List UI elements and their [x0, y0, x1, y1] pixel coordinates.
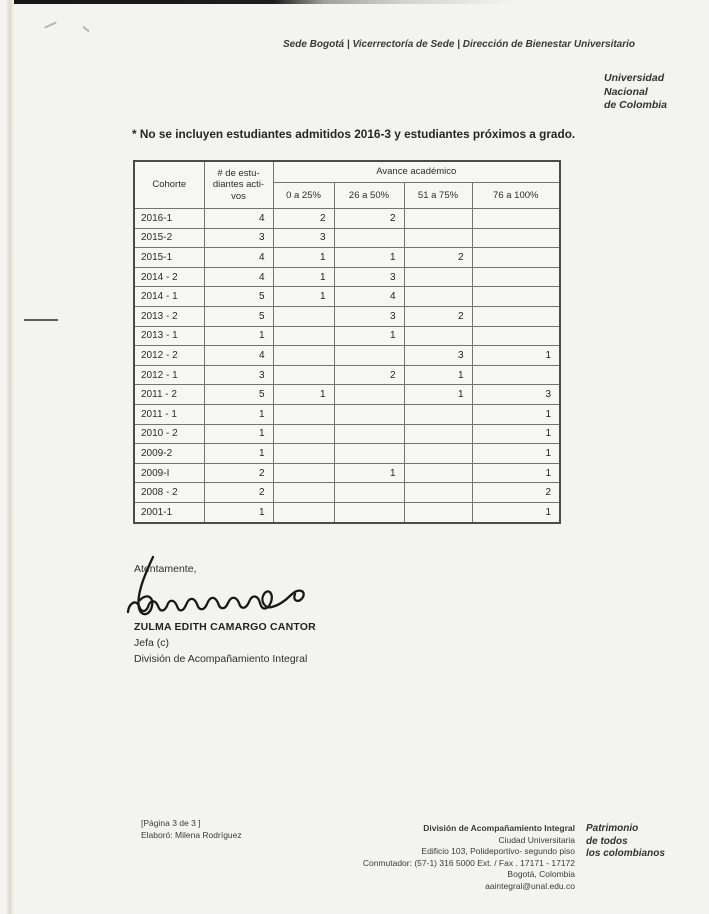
- value-cell: 1: [273, 267, 334, 287]
- value-cell: 2: [204, 483, 273, 503]
- value-cell: 2: [334, 365, 404, 385]
- value-cell: 1: [204, 424, 273, 444]
- value-cell: [404, 326, 472, 346]
- cohort-cell: 2016-1: [134, 209, 204, 229]
- slogan-line: de todos: [586, 835, 628, 847]
- value-cell: [273, 444, 334, 464]
- value-cell: [472, 287, 560, 307]
- value-cell: 1: [472, 404, 560, 424]
- table-row: [134, 209, 560, 229]
- value-cell: 1: [472, 346, 560, 366]
- value-cell: 4: [204, 346, 273, 366]
- col-header-range-26-50: 26 a 50%: [334, 183, 404, 209]
- value-cell: [273, 463, 334, 483]
- value-cell: 1: [472, 463, 560, 483]
- value-cell: 1: [334, 326, 404, 346]
- value-cell: [334, 404, 404, 424]
- footer-address-block: [300, 823, 575, 892]
- col-header-avance: Avance académico: [273, 161, 560, 183]
- value-cell: 3: [472, 385, 560, 405]
- value-cell: 3: [334, 267, 404, 287]
- footer-email: aaintegral@unal.edu.co: [485, 880, 575, 891]
- value-cell: 1: [334, 248, 404, 268]
- table-row: [134, 385, 560, 405]
- table-row: [134, 346, 560, 366]
- cohort-cell: 2012 - 2: [134, 346, 204, 366]
- value-cell: 1: [204, 502, 273, 522]
- table-row: [134, 248, 560, 268]
- value-cell: [334, 228, 404, 248]
- scan-top-border: [14, 0, 514, 4]
- footer-division: División de Acompañamiento Integral: [423, 823, 575, 833]
- value-cell: [273, 306, 334, 326]
- value-cell: [472, 306, 560, 326]
- brand-line: Universidad: [604, 72, 665, 84]
- value-cell: [472, 326, 560, 346]
- cohort-cell: 2009-I: [134, 463, 204, 483]
- breadcrumb: Sede Bogotá | Vicerrectoría de Sede | Dirección de Bienestar Universitario: [283, 39, 636, 50]
- handwritten-signature: [120, 552, 320, 627]
- cohort-cell: 2010 - 2: [134, 424, 204, 444]
- pencil-mark: [44, 21, 57, 28]
- cohort-cell: 2015-1: [134, 248, 204, 268]
- prepared-by: Elaboró: Milena Rodríguez: [141, 830, 242, 840]
- value-cell: 1: [204, 444, 273, 464]
- value-cell: 1: [273, 385, 334, 405]
- value-cell: 1: [404, 385, 472, 405]
- value-cell: 1: [472, 502, 560, 522]
- table-row: [134, 365, 560, 385]
- cohort-cell: 2012 - 1: [134, 365, 204, 385]
- value-cell: 4: [204, 267, 273, 287]
- value-cell: 1: [334, 463, 404, 483]
- value-cell: 1: [273, 287, 334, 307]
- brand-line: de Colombia: [604, 99, 668, 111]
- value-cell: 4: [204, 248, 273, 268]
- table-header: [134, 161, 560, 209]
- value-cell: [404, 483, 472, 503]
- cohort-cell: 2008 - 2: [134, 483, 204, 503]
- value-cell: [404, 287, 472, 307]
- cohort-cell: 2011 - 1: [134, 404, 204, 424]
- value-cell: [472, 267, 560, 287]
- value-cell: 1: [404, 365, 472, 385]
- col-header-range-76-100: 76 a 100%: [472, 183, 560, 209]
- cohort-cell: 2014 - 2: [134, 267, 204, 287]
- value-cell: 2: [334, 209, 404, 229]
- col-header-cohorte: Cohorte: [134, 161, 204, 209]
- brand-line: Nacional: [604, 85, 648, 98]
- table-row: [134, 228, 560, 248]
- col-header-range-0-25: 0 a 25%: [273, 183, 334, 209]
- table-row: [134, 404, 560, 424]
- value-cell: [273, 326, 334, 346]
- signer-title: Jefa (c): [134, 637, 170, 649]
- value-cell: [404, 444, 472, 464]
- table-row: [134, 287, 560, 307]
- table-row: [134, 326, 560, 346]
- value-cell: [334, 483, 404, 503]
- value-cell: [273, 424, 334, 444]
- scan-edge-streak: [6, 0, 14, 914]
- value-cell: 3: [273, 228, 334, 248]
- slogan-line: Patrimonio: [586, 823, 639, 834]
- signer-name: ZULMA EDITH CAMARGO CANTOR: [134, 621, 316, 633]
- table-row: [134, 444, 560, 464]
- footer-address-line: Conmutador: (57-1) 316 5000 Ext. / Fax . 17171 - 17172: [362, 857, 575, 868]
- closing-salutation: Atentamente,: [134, 563, 197, 575]
- value-cell: 1: [472, 424, 560, 444]
- value-cell: [334, 346, 404, 366]
- value-cell: [472, 248, 560, 268]
- table-row: [134, 424, 560, 444]
- value-cell: [273, 404, 334, 424]
- exclusion-note: * No se incluyen estudiantes admitidos 2016-3 y estudiantes próximos a grado.: [132, 127, 576, 141]
- footer-page-info: [141, 817, 242, 841]
- value-cell: 5: [204, 306, 273, 326]
- value-cell: [273, 502, 334, 522]
- table-row: [134, 463, 560, 483]
- pencil-mark: [82, 26, 90, 33]
- value-cell: [273, 365, 334, 385]
- value-cell: [404, 502, 472, 522]
- col-header-activos: # de estu-diantes acti-vos: [204, 161, 273, 209]
- footer-address-line: Ciudad Universitaria: [498, 834, 575, 845]
- value-cell: 3: [334, 306, 404, 326]
- value-cell: [404, 404, 472, 424]
- value-cell: [472, 365, 560, 385]
- value-cell: [273, 483, 334, 503]
- cohort-cell: 2013 - 1: [134, 326, 204, 346]
- cohort-cell: 2013 - 2: [134, 306, 204, 326]
- value-cell: 3: [404, 346, 472, 366]
- cohort-cell: 2014 - 1: [134, 287, 204, 307]
- value-cell: 2: [404, 306, 472, 326]
- cohort-progress-table: [133, 160, 561, 524]
- table-row: [134, 502, 560, 522]
- value-cell: [273, 346, 334, 366]
- value-cell: 3: [204, 365, 273, 385]
- value-cell: 3: [204, 228, 273, 248]
- value-cell: [404, 463, 472, 483]
- table-body: [134, 209, 560, 523]
- signer-division: División de Acompañamiento Integral: [134, 653, 308, 665]
- value-cell: [472, 228, 560, 248]
- value-cell: [334, 385, 404, 405]
- footer-address-line: Bogotá, Colombia: [507, 869, 575, 879]
- value-cell: 2: [472, 483, 560, 503]
- value-cell: [404, 267, 472, 287]
- value-cell: 1: [472, 444, 560, 464]
- value-cell: [404, 228, 472, 248]
- value-cell: 2: [204, 463, 273, 483]
- value-cell: 4: [204, 209, 273, 229]
- value-cell: 2: [273, 209, 334, 229]
- value-cell: 4: [334, 287, 404, 307]
- value-cell: [334, 502, 404, 522]
- page-number: [Página 3 de 3 ]: [141, 818, 201, 828]
- cohort-cell: 2001-1: [134, 502, 204, 522]
- value-cell: [404, 424, 472, 444]
- value-cell: 1: [204, 326, 273, 346]
- table-row: [134, 306, 560, 326]
- value-cell: 1: [204, 404, 273, 424]
- col-header-range-51-75: 51 a 75%: [404, 183, 472, 209]
- government-slogan: [586, 823, 665, 861]
- footer-address-line: Edificio 103, Polideportivo- segundo piso: [421, 846, 575, 856]
- value-cell: [334, 444, 404, 464]
- value-cell: 1: [273, 248, 334, 268]
- cohort-cell: 2015-2: [134, 228, 204, 248]
- value-cell: [404, 209, 472, 229]
- value-cell: [334, 424, 404, 444]
- value-cell: [472, 209, 560, 229]
- cohort-cell: 2009-2: [134, 444, 204, 464]
- table-row: [134, 483, 560, 503]
- table-row: [134, 267, 560, 287]
- university-logo-text: [604, 72, 667, 113]
- cohort-cell: 2011 - 2: [134, 385, 204, 405]
- margin-dash-mark: [24, 319, 58, 321]
- value-cell: 5: [204, 385, 273, 405]
- value-cell: 2: [404, 248, 472, 268]
- slogan-line: los colombianos: [586, 848, 665, 859]
- value-cell: 5: [204, 287, 273, 307]
